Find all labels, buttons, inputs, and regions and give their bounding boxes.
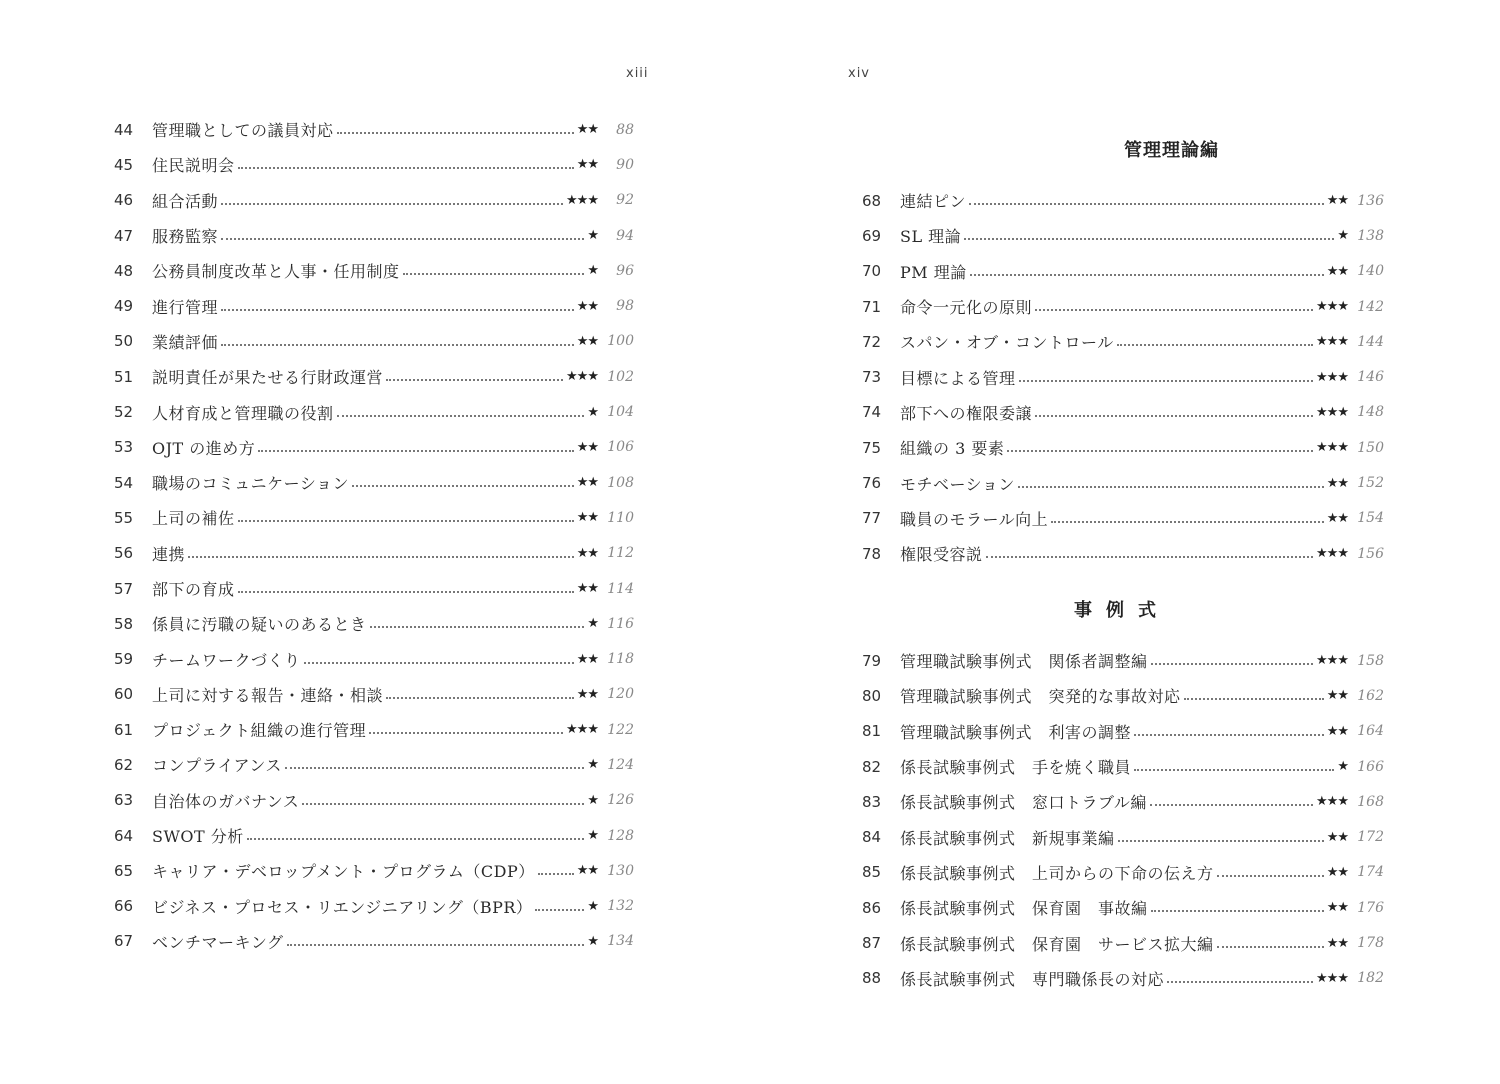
difficulty-stars: ★★	[576, 863, 598, 879]
dot-leader	[1051, 520, 1324, 523]
dot-leader	[258, 449, 573, 452]
dot-leader	[538, 872, 574, 875]
dot-leader	[188, 555, 574, 558]
entry-title: 組織の 3 要素	[900, 439, 1005, 459]
entry-page-number: 88	[616, 121, 634, 138]
entry-title: ビジネス・プロセス・リエンジニアリング（BPR）	[152, 897, 533, 917]
entry-number: 87	[862, 934, 882, 953]
entry-page-number: 94	[616, 227, 634, 244]
entry-number: 48	[114, 261, 134, 280]
section-title: 事例式	[1074, 600, 1170, 621]
toc-entry	[862, 536, 1384, 571]
entry-title: 連携	[152, 544, 186, 564]
entry-page-number: 168	[1357, 793, 1384, 810]
difficulty-stars: ★★★	[1316, 369, 1348, 385]
entry-title: 係長試験事例式 手を焼く職員	[900, 758, 1132, 778]
entry-page-number: 116	[607, 615, 634, 632]
entry-number: 55	[114, 508, 134, 527]
entry-number: 88	[862, 969, 882, 988]
difficulty-stars: ★★	[576, 651, 598, 667]
entry-title: 目標による管理	[900, 368, 1016, 388]
difficulty-stars: ★	[587, 933, 598, 949]
toc-entry	[114, 147, 634, 182]
dot-leader	[386, 378, 563, 381]
entry-number: 46	[114, 191, 134, 210]
entry-page-number: 100	[607, 333, 634, 350]
difficulty-stars: ★	[1337, 759, 1348, 775]
difficulty-stars: ★★	[1326, 864, 1348, 880]
entry-number: 81	[862, 722, 882, 741]
toc-entry	[862, 359, 1384, 394]
dot-leader	[1117, 343, 1313, 346]
toc-entry	[114, 253, 634, 288]
entry-number: 66	[114, 897, 134, 916]
entry-page-number: 104	[607, 404, 634, 421]
entry-page-number: 138	[1357, 227, 1384, 244]
entry-title: 係長試験事例式 新規事業編	[900, 828, 1115, 848]
entry-number: 62	[114, 755, 134, 774]
difficulty-stars: ★★★	[1316, 440, 1348, 456]
entry-title: 自治体のガバナンス	[152, 791, 300, 811]
entry-title: SWOT 分析	[152, 827, 244, 847]
dot-leader	[1217, 945, 1324, 948]
entry-page-number: 132	[607, 898, 634, 915]
entry-number: 59	[114, 650, 134, 669]
toc-entry	[862, 183, 1384, 218]
dot-leader	[304, 661, 574, 664]
dot-leader	[986, 555, 1314, 558]
difficulty-stars: ★★★	[1316, 546, 1348, 562]
difficulty-stars: ★	[587, 792, 598, 808]
dot-leader	[535, 908, 584, 911]
entry-number: 63	[114, 791, 134, 810]
difficulty-stars: ★	[587, 757, 598, 773]
toc-entry	[862, 501, 1384, 536]
page-number: xiv	[848, 66, 870, 81]
entry-page-number: 110	[607, 509, 634, 526]
entry-number: 47	[114, 226, 134, 245]
dot-leader	[238, 519, 574, 522]
toc-entry	[862, 961, 1384, 996]
toc-entry	[114, 818, 634, 853]
dot-leader	[1134, 733, 1324, 736]
dot-leader	[403, 272, 585, 275]
entry-page-number: 148	[1357, 404, 1384, 421]
difficulty-stars: ★★★	[1316, 404, 1348, 420]
toc-entry	[114, 394, 634, 429]
entry-page-number: 130	[607, 862, 634, 879]
entry-number: 61	[114, 720, 134, 739]
entry-number: 86	[862, 898, 882, 917]
toc-entry	[862, 395, 1384, 430]
entry-page-number: 150	[1357, 439, 1384, 456]
entry-number: 75	[862, 438, 882, 457]
entry-page-number: 154	[1357, 510, 1384, 527]
entry-title: PM 理論	[900, 262, 967, 282]
entry-title: 人材育成と管理職の役割	[152, 403, 334, 423]
toc-entry	[114, 924, 634, 959]
dot-leader	[247, 837, 585, 840]
entry-number: 78	[862, 544, 882, 563]
entry-title: 管理職試験事例式 利害の調整	[900, 722, 1132, 742]
entry-title: スパン・オブ・コントロール	[900, 333, 1114, 353]
entry-page-number: 102	[607, 368, 634, 385]
entry-page-number: 90	[616, 156, 634, 173]
toc-entry	[862, 324, 1384, 359]
toc-entry	[862, 925, 1384, 960]
difficulty-stars: ★	[1337, 228, 1348, 244]
dot-leader	[386, 696, 574, 699]
entry-number: 50	[114, 332, 134, 351]
entry-title: 権限受容説	[900, 545, 983, 565]
entry-number: 73	[862, 368, 882, 387]
entry-title: 説明責任が果たせる行財政運営	[152, 368, 384, 388]
entry-page-number: 134	[607, 933, 634, 950]
toc-entry	[862, 855, 1384, 890]
entry-page-number: 136	[1357, 192, 1384, 209]
entry-page-number: 122	[607, 721, 634, 738]
entry-title: モチベーション	[900, 474, 1015, 494]
entry-page-number: 112	[607, 545, 634, 562]
difficulty-stars: ★★	[576, 686, 598, 702]
dot-leader	[337, 131, 574, 134]
entry-title: 公務員制度改革と人事・任用制度	[152, 262, 400, 282]
entry-title: ベンチマーキング	[152, 932, 284, 952]
toc-entry	[114, 359, 634, 394]
dot-leader	[352, 484, 574, 487]
dot-leader	[337, 414, 585, 417]
toc-entry	[114, 712, 634, 747]
difficulty-stars: ★★	[1326, 935, 1348, 951]
difficulty-stars: ★★	[576, 475, 598, 491]
entry-number: 70	[862, 262, 882, 281]
page-number: xiii	[626, 66, 649, 81]
entry-title: コンプライアンス	[152, 756, 282, 776]
entry-number: 82	[862, 757, 882, 776]
dot-leader	[221, 202, 563, 205]
entry-title: SL 理論	[900, 227, 962, 247]
dot-leader	[221, 237, 584, 240]
entry-number: 57	[114, 579, 134, 598]
difficulty-stars: ★★★	[1316, 794, 1348, 810]
dot-leader	[221, 308, 574, 311]
dot-leader	[221, 343, 574, 346]
entry-number: 74	[862, 403, 882, 422]
entry-page-number: 128	[607, 827, 634, 844]
dot-leader	[1007, 449, 1313, 452]
entry-page-number: 158	[1357, 652, 1384, 669]
dot-leader	[1151, 909, 1324, 912]
entry-number: 77	[862, 509, 882, 528]
difficulty-stars: ★★	[576, 545, 598, 561]
entry-title: 職員のモラール向上	[900, 509, 1049, 529]
entry-number: 44	[114, 120, 134, 139]
difficulty-stars: ★	[587, 616, 598, 632]
entry-number: 76	[862, 474, 882, 493]
entry-number: 51	[114, 367, 134, 386]
entry-page-number: 182	[1357, 970, 1384, 987]
entry-title: 上司に対する報告・連絡・相談	[152, 685, 384, 705]
dot-leader	[302, 802, 584, 805]
dot-leader	[1035, 414, 1313, 417]
entry-number: 65	[114, 861, 134, 880]
dot-leader	[287, 943, 585, 946]
entry-title: 服務監察	[152, 227, 219, 247]
difficulty-stars: ★	[587, 898, 598, 914]
toc-entry	[862, 784, 1384, 819]
difficulty-stars: ★★★	[1316, 970, 1348, 986]
difficulty-stars: ★	[587, 828, 598, 844]
toc-entry	[862, 218, 1384, 253]
difficulty-stars: ★★★	[1316, 299, 1348, 315]
entry-number: 49	[114, 297, 134, 316]
entry-page-number: 118	[607, 651, 634, 668]
entry-page-number: 164	[1357, 723, 1384, 740]
entry-number: 80	[862, 686, 882, 705]
entry-page-number: 92	[616, 192, 634, 209]
entry-page-number: 172	[1357, 829, 1384, 846]
toc-entry	[114, 536, 634, 571]
toc-entry	[114, 430, 634, 465]
entry-number: 85	[862, 863, 882, 882]
entry-page-number: 142	[1357, 298, 1384, 315]
entry-number: 56	[114, 544, 134, 563]
toc-list	[750, 183, 1500, 571]
dot-leader	[1035, 308, 1313, 311]
dot-leader	[1151, 662, 1314, 665]
difficulty-stars: ★★★	[566, 192, 598, 208]
toc-entry	[114, 889, 634, 924]
entry-title: 業績評価	[152, 332, 219, 352]
entry-title: 係員に汚職の疑いのあるとき	[152, 615, 367, 635]
toc-entry	[114, 183, 634, 218]
entry-page-number: 98	[616, 298, 634, 315]
entry-page-number: 140	[1357, 263, 1384, 280]
difficulty-stars: ★★	[576, 510, 598, 526]
entry-title: 住民説明会	[152, 156, 235, 176]
difficulty-stars: ★★	[576, 439, 598, 455]
entry-number: 64	[114, 826, 134, 845]
difficulty-stars: ★★	[1326, 688, 1348, 704]
entry-title: 係長試験事例式 保育園 サービス拡大編	[900, 934, 1214, 954]
dot-leader	[1118, 839, 1324, 842]
entry-title: 命令一元化の原則	[900, 298, 1033, 318]
entry-page-number: 146	[1357, 369, 1384, 386]
dot-leader	[1018, 485, 1324, 488]
entry-title: 管理職試験事例式 突発的な事故対応	[900, 687, 1181, 707]
entry-number: 68	[862, 191, 882, 210]
entry-page-number: 174	[1357, 864, 1384, 881]
entry-title: 連結ピン	[900, 192, 967, 212]
entry-number: 71	[862, 297, 882, 316]
dot-leader	[970, 273, 1324, 276]
difficulty-stars: ★★	[576, 333, 598, 349]
entry-page-number: 166	[1357, 758, 1384, 775]
toc-entry	[862, 714, 1384, 749]
toc-list	[750, 643, 1500, 996]
difficulty-stars: ★★★	[1316, 653, 1348, 669]
entry-title: 組合活動	[152, 191, 219, 211]
toc-entry	[114, 218, 634, 253]
difficulty-stars: ★★	[576, 157, 598, 173]
entry-page-number: 162	[1357, 687, 1384, 704]
entry-page-number: 178	[1357, 935, 1384, 952]
dot-leader	[238, 590, 574, 593]
entry-number: 79	[862, 651, 882, 670]
difficulty-stars: ★★	[1326, 193, 1348, 209]
dot-leader	[238, 166, 574, 169]
toc-entry	[114, 747, 634, 782]
toc-entry	[862, 890, 1384, 925]
entry-number: 54	[114, 473, 134, 492]
dot-leader	[969, 202, 1324, 205]
entry-title: 係長試験事例式 保育園 事故編	[900, 899, 1148, 919]
entry-number: 72	[862, 332, 882, 351]
entry-title: 進行管理	[152, 297, 219, 317]
entry-number: 83	[862, 792, 882, 811]
difficulty-stars: ★	[587, 404, 598, 420]
entry-number: 45	[114, 155, 134, 174]
dot-leader	[1019, 379, 1314, 382]
toc-entry	[862, 430, 1384, 465]
difficulty-stars: ★★	[1326, 510, 1348, 526]
difficulty-stars: ★★★	[1316, 334, 1348, 350]
section-title: 管理理論編	[1124, 140, 1219, 161]
entry-number: 67	[114, 932, 134, 951]
entry-page-number: 114	[607, 580, 634, 597]
toc-entry	[862, 749, 1384, 784]
entry-number: 84	[862, 828, 882, 847]
entry-number: 60	[114, 685, 134, 704]
entry-title: 職場のコミュニケーション	[152, 474, 350, 494]
entry-number: 69	[862, 226, 882, 245]
entry-page-number: 144	[1357, 333, 1384, 350]
toc-entry	[114, 288, 634, 323]
dot-leader	[1184, 697, 1324, 700]
dot-leader	[1134, 768, 1334, 771]
entry-title: 係長試験事例式 専門職係長の対応	[900, 969, 1165, 989]
entry-title: 部下への権限委譲	[900, 403, 1033, 423]
entry-title: OJT の進め方	[152, 438, 256, 458]
toc-entry	[114, 324, 634, 359]
toc-entry	[114, 677, 634, 712]
dot-leader	[964, 237, 1334, 240]
difficulty-stars: ★★	[1326, 829, 1348, 845]
toc-entry	[862, 289, 1384, 324]
toc-entry	[862, 678, 1384, 713]
entry-title: 部下の育成	[152, 580, 235, 599]
entry-title: 上司の補佐	[152, 509, 235, 529]
entry-title: チームワークづくり	[152, 650, 301, 670]
entry-page-number: 106	[607, 439, 634, 456]
difficulty-stars: ★★	[1326, 900, 1348, 916]
toc-entry	[862, 465, 1384, 500]
entry-title: 管理職試験事例式 関係者調整編	[900, 652, 1148, 672]
dot-leader	[370, 625, 585, 628]
dot-leader	[1167, 980, 1313, 983]
difficulty-stars: ★★	[1326, 263, 1348, 279]
difficulty-stars: ★★	[1326, 723, 1348, 739]
right-page	[750, 0, 1500, 1084]
entry-title: 係長試験事例式 窓口トラブル編	[900, 793, 1147, 813]
difficulty-stars: ★★★	[566, 369, 598, 385]
entry-title: 管理職としての議員対応	[152, 121, 334, 141]
toc-entry	[114, 606, 634, 641]
entry-page-number: 176	[1357, 899, 1384, 916]
toc-entry	[114, 112, 634, 147]
toc-entry	[862, 254, 1384, 289]
toc-entry	[114, 500, 634, 535]
difficulty-stars: ★★	[576, 122, 598, 138]
toc-entry	[114, 853, 634, 888]
entry-page-number: 96	[616, 262, 634, 279]
toc-entry	[862, 643, 1384, 678]
toc-entry	[862, 819, 1384, 854]
entry-number: 52	[114, 403, 134, 422]
entry-title: プロジェクト組織の進行管理	[152, 721, 367, 741]
entry-page-number: 152	[1357, 475, 1384, 492]
dot-leader	[285, 766, 584, 769]
difficulty-stars: ★★	[576, 298, 598, 314]
entry-page-number: 126	[607, 792, 634, 809]
dot-leader	[369, 731, 563, 734]
toc-list	[0, 112, 750, 959]
difficulty-stars: ★★	[576, 581, 598, 596]
difficulty-stars: ★	[587, 263, 598, 279]
entry-number: 53	[114, 438, 134, 457]
difficulty-stars: ★★	[1326, 475, 1348, 491]
entry-page-number: 124	[607, 756, 634, 773]
difficulty-stars: ★★★	[566, 722, 598, 738]
entry-title: キャリア・デベロップメント・プログラム（CDP）	[152, 862, 535, 882]
toc-entry	[114, 783, 634, 818]
entry-page-number: 108	[607, 474, 634, 491]
entry-page-number: 120	[607, 686, 634, 703]
entry-number: 58	[114, 614, 134, 633]
toc-entry	[114, 465, 634, 500]
dot-leader	[1217, 874, 1324, 877]
difficulty-stars: ★	[587, 228, 598, 244]
toc-entry	[114, 571, 634, 606]
entry-page-number: 156	[1357, 545, 1384, 562]
entry-title: 係長試験事例式 上司からの下命の伝え方	[900, 863, 1214, 883]
dot-leader	[1150, 803, 1313, 806]
toc-entry	[114, 641, 634, 676]
